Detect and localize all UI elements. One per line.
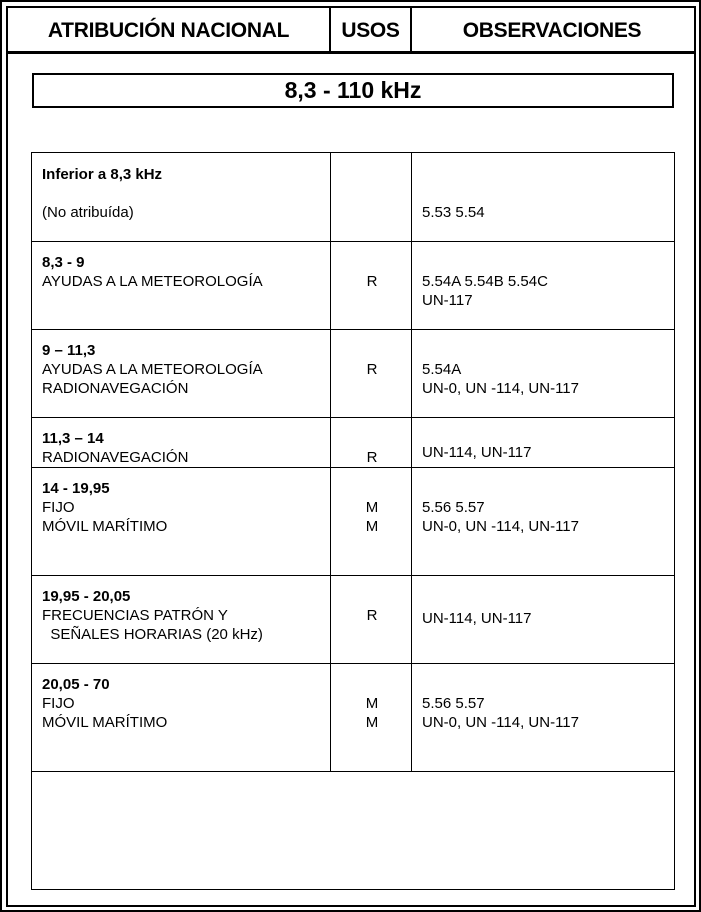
observation-note: 5.54A 5.54B 5.54C	[422, 273, 548, 290]
usos-code: M	[365, 695, 379, 712]
observation-note: 5.56 5.57	[422, 499, 485, 516]
observation-note: UN-0, UN -114, UN-117	[422, 518, 579, 535]
usos-cell	[332, 498, 412, 536]
frequency-range: 11,3 – 14	[42, 430, 104, 447]
row-divider	[32, 417, 674, 418]
usos-code: R	[366, 449, 378, 466]
usos-cell	[332, 606, 412, 625]
usos-cell	[332, 448, 412, 467]
usos-code: R	[366, 273, 378, 290]
allocation-cell	[42, 587, 263, 644]
row-divider	[32, 771, 674, 772]
observation-note: UN-0, UN -114, UN-117	[422, 714, 579, 731]
usos-code: M	[365, 499, 379, 516]
band-title: 8,3 - 110 kHz	[32, 73, 674, 108]
usos-code: R	[366, 361, 378, 378]
usos-cell	[332, 694, 412, 732]
service-list	[42, 272, 263, 291]
usos-cell	[332, 360, 412, 379]
table-row	[32, 575, 674, 663]
allocation-cell	[42, 253, 263, 291]
header-atribucion-nacional: ATRIBUCIÓN NACIONAL	[47, 18, 290, 42]
observaciones-cell	[422, 443, 531, 462]
allocation-cell	[42, 165, 162, 222]
observation-note: UN-0, UN -114, UN-117	[422, 380, 579, 397]
frequency-range: 8,3 - 9	[42, 254, 85, 271]
service-name: FIJO	[42, 695, 75, 712]
table-row	[32, 153, 674, 241]
observation-note: UN-117	[422, 292, 473, 309]
header-underline	[6, 51, 696, 54]
row-divider	[32, 575, 674, 576]
frequency-range: 14 - 19,95	[42, 480, 110, 497]
table-row	[32, 663, 674, 771]
frequency-range: 19,95 - 20,05	[42, 588, 131, 605]
service-name: FIJO	[42, 499, 75, 516]
usos-code: R	[366, 607, 378, 624]
header-usos: USOS	[341, 18, 400, 42]
service-list	[42, 606, 263, 644]
observation-note: UN-114, UN-117	[422, 444, 532, 461]
table-row	[32, 467, 674, 575]
observation-note: 5.56 5.57	[422, 695, 485, 712]
usos-code: M	[365, 714, 379, 731]
allocation-cell	[42, 429, 188, 467]
service-list	[42, 448, 188, 467]
frequency-range: Inferior a 8,3 kHz	[42, 166, 163, 183]
observation-note: 5.54A	[422, 361, 462, 378]
service-list	[42, 203, 162, 222]
allocation-table	[31, 152, 675, 890]
allocation-cell	[42, 479, 167, 536]
observaciones-cell	[422, 360, 579, 398]
frequency-range: 20,05 - 70	[42, 676, 110, 693]
service-name: (No atribuída)	[42, 204, 134, 221]
service-name: MÓVIL MARÍTIMO	[42, 714, 168, 731]
service-list	[42, 694, 167, 732]
observaciones-cell	[422, 609, 531, 628]
allocation-cell	[42, 341, 263, 398]
allocation-cell	[42, 675, 167, 732]
service-name: MÓVIL MARÍTIMO	[42, 518, 168, 535]
observation-note: UN-114, UN-117	[422, 610, 532, 627]
observaciones-cell	[422, 498, 579, 536]
service-name: AYUDAS A LA METEOROLOGÍA	[42, 361, 263, 378]
header-observaciones: OBSERVACIONES	[462, 18, 642, 42]
observation-note: 5.53 5.54	[422, 204, 485, 221]
table-row	[32, 329, 674, 417]
observaciones-cell	[422, 203, 485, 222]
row-divider	[32, 241, 674, 242]
service-list	[42, 360, 263, 398]
row-divider	[32, 663, 674, 664]
observaciones-cell	[422, 694, 579, 732]
frequency-range: 9 – 11,3	[42, 342, 96, 359]
service-list	[42, 498, 167, 536]
service-name: SEÑALES HORARIAS (20 kHz)	[42, 626, 263, 643]
row-divider	[32, 329, 674, 330]
service-name: RADIONAVEGACIÓN	[42, 380, 189, 397]
row-divider	[32, 467, 674, 468]
service-name: AYUDAS A LA METEOROLOGÍA	[42, 273, 263, 290]
table-row	[32, 241, 674, 329]
usos-code: M	[365, 518, 379, 535]
service-name: FRECUENCIAS PATRÓN Y	[42, 607, 228, 624]
service-name: RADIONAVEGACIÓN	[42, 449, 189, 466]
usos-cell	[332, 272, 412, 291]
table-row	[32, 417, 674, 467]
observaciones-cell	[422, 272, 548, 310]
